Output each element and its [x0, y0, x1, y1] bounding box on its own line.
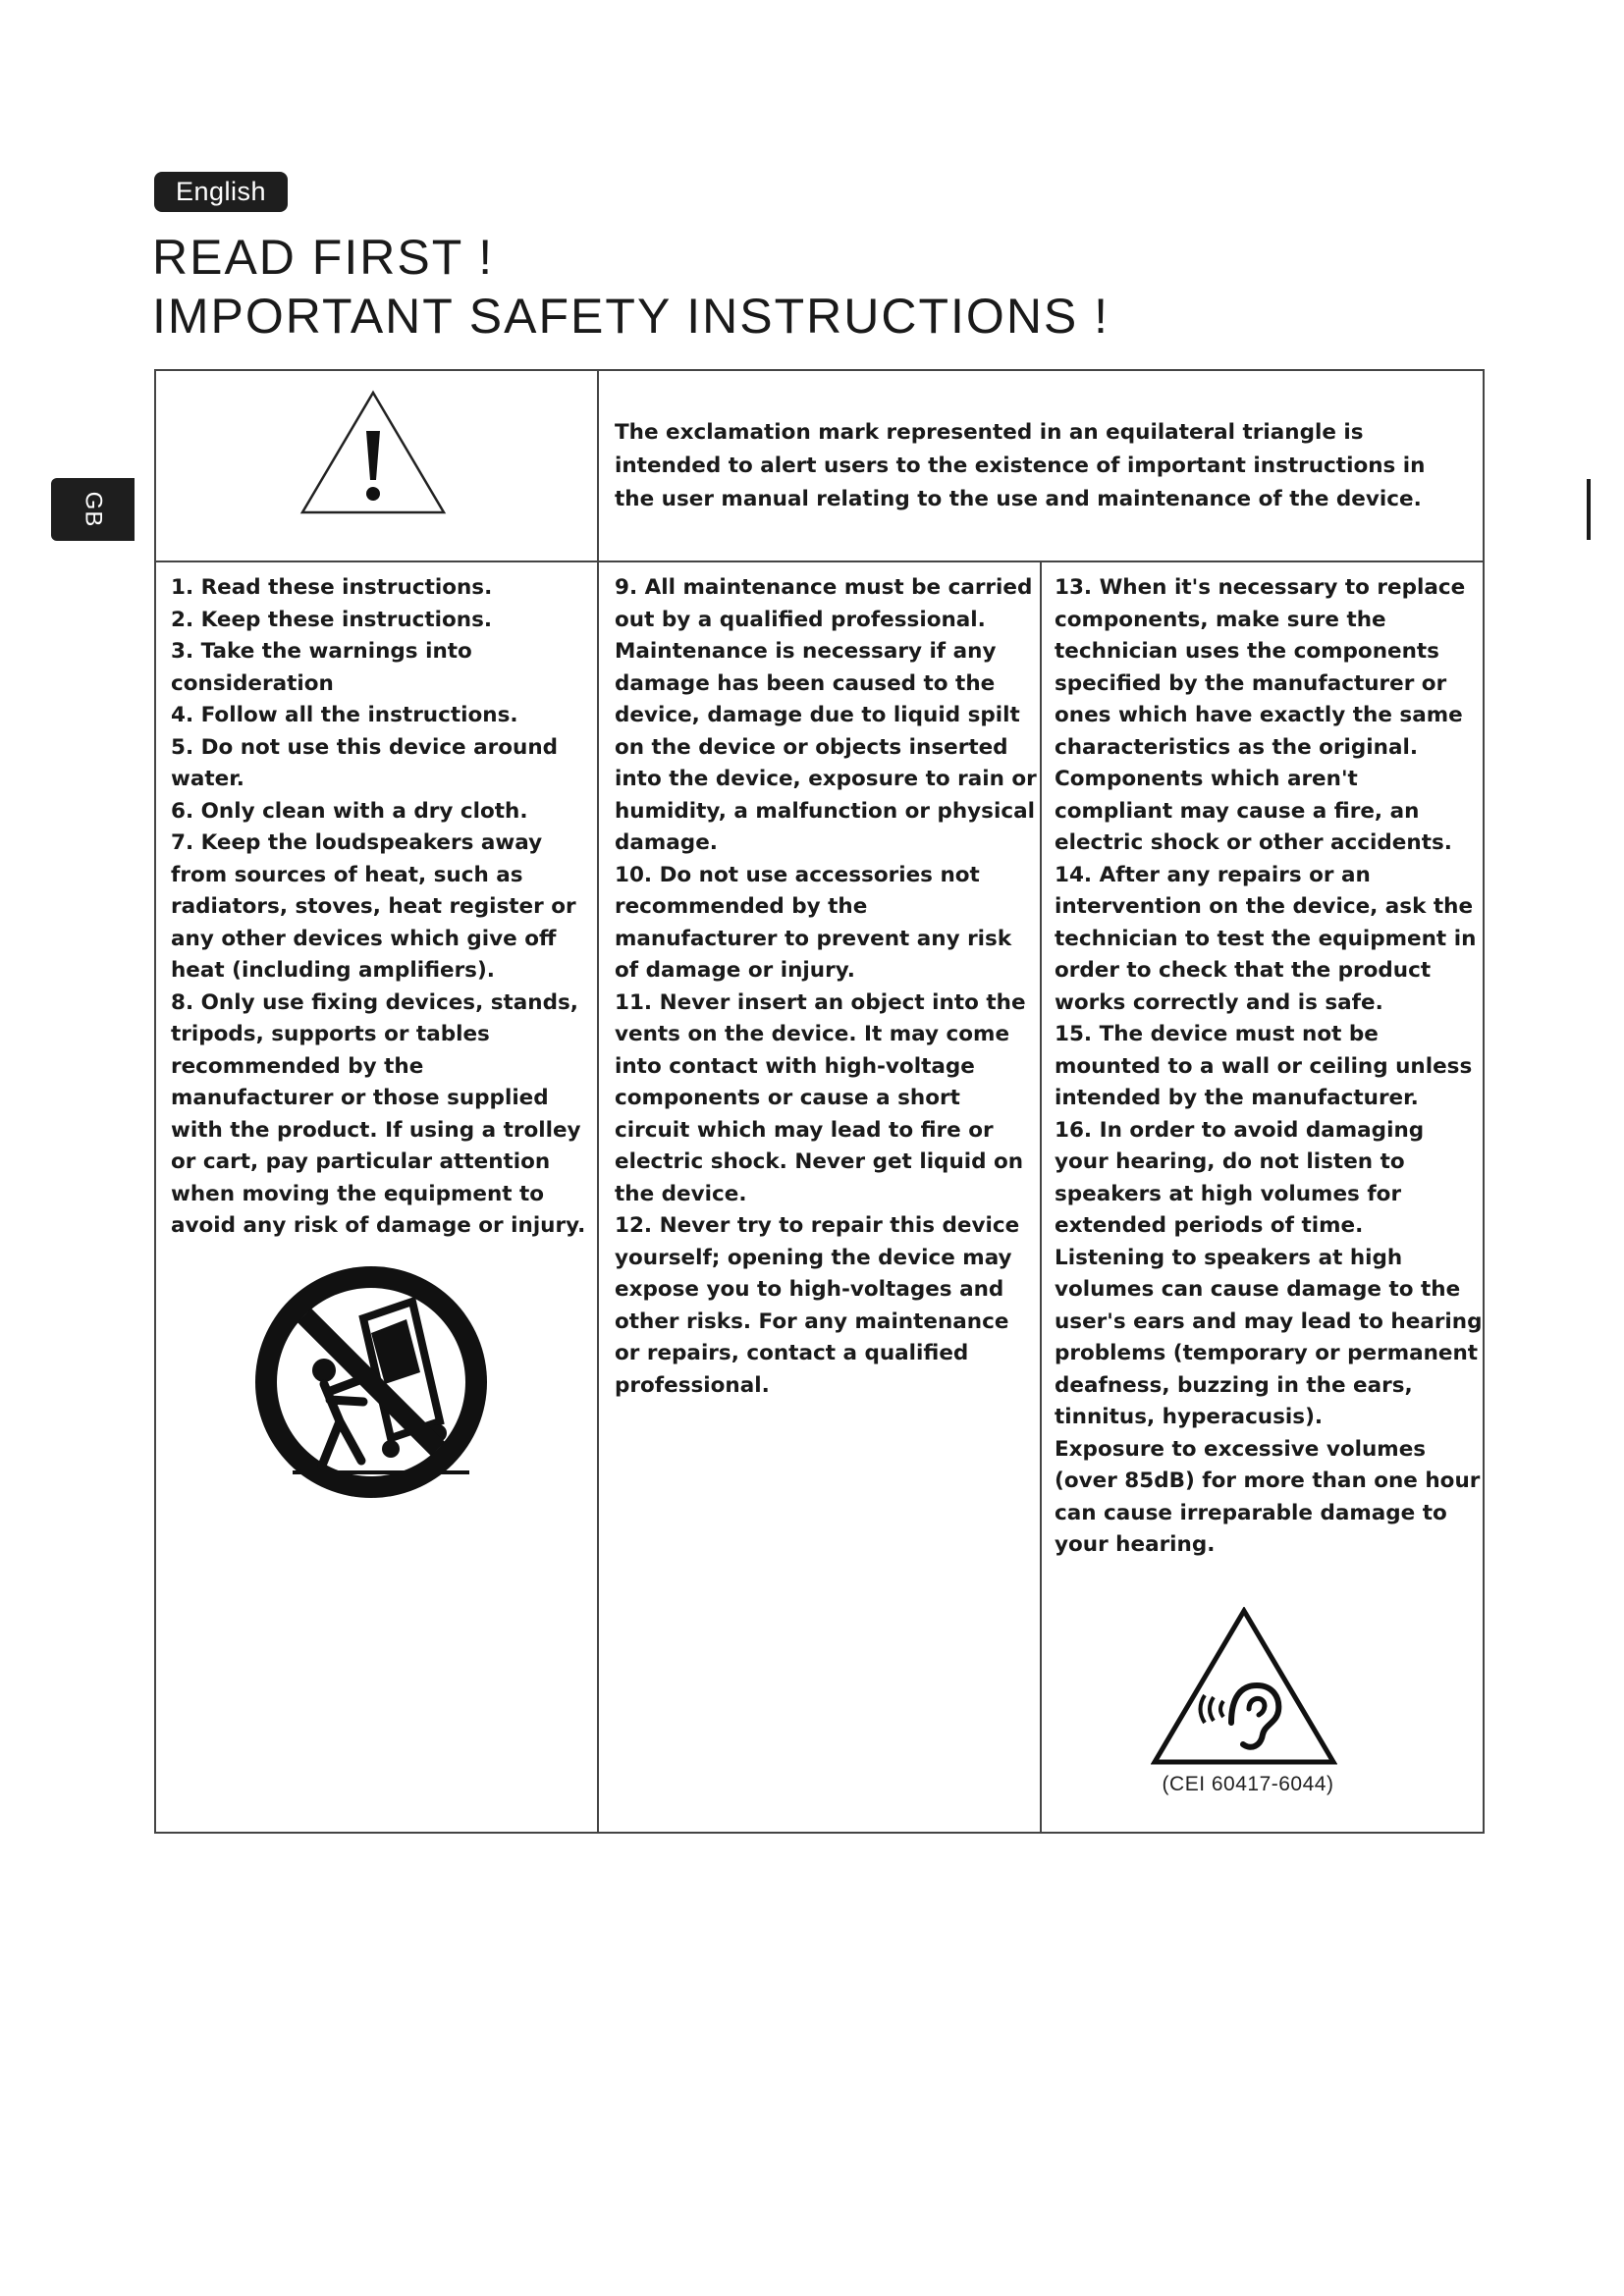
no-trolley-icon [253, 1264, 489, 1500]
table-row-divider [154, 561, 1485, 562]
language-badge: English [154, 172, 288, 212]
page-title [152, 228, 1110, 346]
table-column-divider-1 [597, 369, 599, 1834]
exclamation-triangle-icon [299, 390, 447, 517]
table-column-divider-2 [1040, 561, 1042, 1834]
title-line-1: READ FIRST ! [152, 230, 495, 285]
side-language-tab [51, 478, 135, 541]
title-line-2: IMPORTANT SAFETY INSTRUCTIONS ! [152, 289, 1110, 344]
hearing-standard-label: (CEI 60417-6044) [1162, 1773, 1334, 1795]
instructions-column-3: 13. When it's necessary to replace components, make sure the technician uses the components specified by the manufacturer or ones which have exactly the same characteristics as the original. Components which aren't compliant may cause a fire, an electric shock or other accidents. 14. After any repairs or an intervention on the device, ask the technician to test the equipment in order to check that the product works correctly and is safe. 15. The device must not be mounted to a wall or ceiling unless intended by the manufacturer. 16. In order to avoid damaging your hearing, do not listen to speakers at high volumes for extended periods of time. Listening to speakers at high volumes can cause damage to the user's ears and may lead to hearing problems (temporary or permanent deafness, buzzing in the ears, tinnitus, hyperacusis). Exposure to excessive volumes (over 85dB) for more than one hour can cause irreparable damage to your hearing. [1055, 575, 1483, 1557]
exclamation-explanation: The exclamation mark represented in an equilateral triangle is intended to alert users to the existence of important instructions in the user manual relating to the use and maintenance of the device. [615, 420, 1426, 511]
hearing-warning-icon [1151, 1607, 1337, 1767]
page-edge-marker [1587, 479, 1591, 540]
instructions-column-2: 9. All maintenance must be carried out by a qualified professional. Maintenance is necessary if any damage has been caused to the device, damage due to liquid spilt on the device or objects inserted into the device, exposure to rain or humidity, a malfunction or physical damage. 10. Do not use accessories not recommended by the manufacturer to prevent any risk of damage or injury. 11. Never insert an object into the vents on the device. It may come into contact with high-voltage components or cause a short circuit which may lead to fire or electric shock. Never get liquid on the device. 12. Never try to repair this device yourself; opening the device may expose you to high-voltages and other risks. For any maintenance or repairs, contact a qualified professional. [615, 575, 1037, 1398]
instructions-column-1: 1. Read these instructions. 2. Keep these instructions. 3. Take the warnings into consideration 4. Follow all the instructions. 5. Do not use this device around water. 6. Only clean with a dry cloth. 7. Keep the loudspeakers away from sources of heat, such as radiators, stoves, heat register or any other devices which give off heat (including amplifiers). 8. Only use fixing devices, stands, tripods, supports or tables recommended by the manufacturer or those supplied with the product. If using a trolley or cart, pay particular attention when moving the equipment to avoid any risk of damage or injury. [171, 575, 586, 1238]
side-tab-label: GB [80, 491, 107, 528]
